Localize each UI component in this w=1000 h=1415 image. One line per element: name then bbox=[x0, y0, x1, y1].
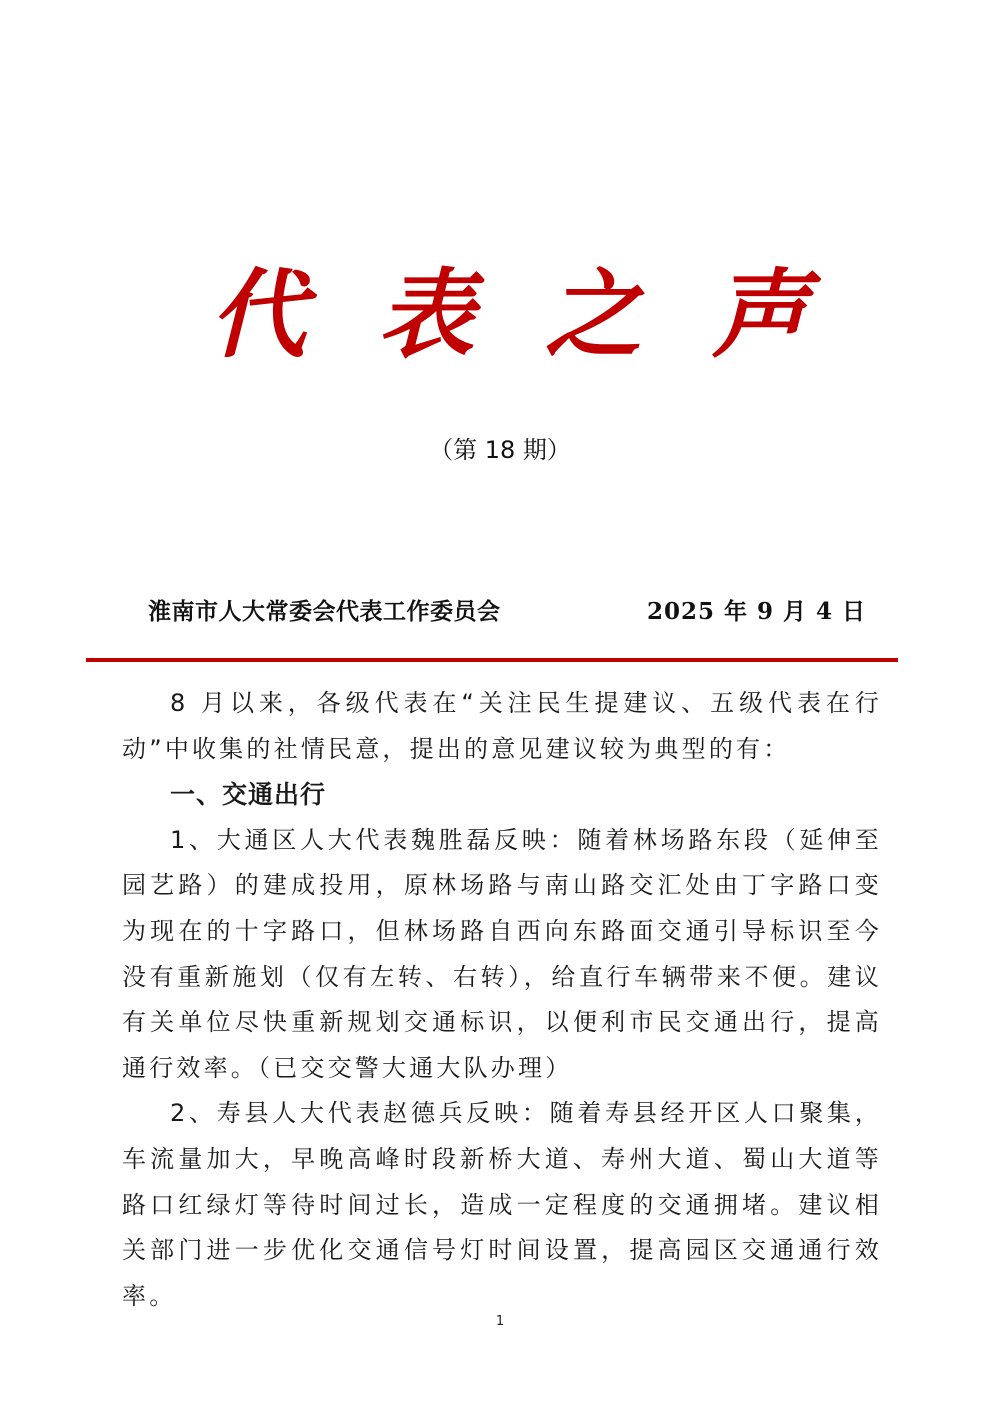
masthead-title-char: 代 bbox=[210, 258, 306, 371]
intro-paragraph: 8 月以来，各级代表在“关注民生提建议、五级代表在行动”中收集的社情民意，提出的意见建议较为典型的有： bbox=[122, 689, 882, 763]
issuing-organization: 淮南市人大常委会代表工作委员会 bbox=[148, 598, 501, 625]
document-body bbox=[122, 681, 882, 1319]
masthead-title-char: 之 bbox=[545, 258, 641, 371]
issue-number: （第 18 期） bbox=[429, 436, 571, 464]
masthead-title-char: 声 bbox=[712, 258, 808, 371]
page-number: 1 bbox=[495, 1314, 505, 1329]
masthead-title bbox=[0, 250, 1000, 380]
issue-date: 2025 年 9 月 4 日 bbox=[646, 598, 866, 625]
section-heading: 一、交通出行 bbox=[170, 780, 327, 810]
header-divider bbox=[86, 658, 898, 662]
section-item: 1、大通区人大代表魏胜磊反映：随着林场路东段（延伸至园艺路）的建成投用，原林场路与南山路交汇处由丁字路口变为现在的十字路口，但林场路自西向东路面交通引导标识至今没有重新施划（仅有左转、右转），给直行车辆带来不便。建议有关单位尽快重新规划交通标识，以便利市民交通出行，提高通行效率。（已交交警大通大队办理） bbox=[122, 825, 882, 1082]
masthead-title-char: 表 bbox=[378, 258, 474, 371]
section-item: 2、寿县人大代表赵德兵反映：随着寿县经开区人口聚集，车流量加大，早晚高峰时段新桥大道、寿州大道、蜀山大道等路口红绿灯等待时间过长，造成一定程度的交通拥堵。建议相关部门进一步优化交通信号灯时间设置，提高园区交通通行效率。 bbox=[122, 1099, 882, 1310]
